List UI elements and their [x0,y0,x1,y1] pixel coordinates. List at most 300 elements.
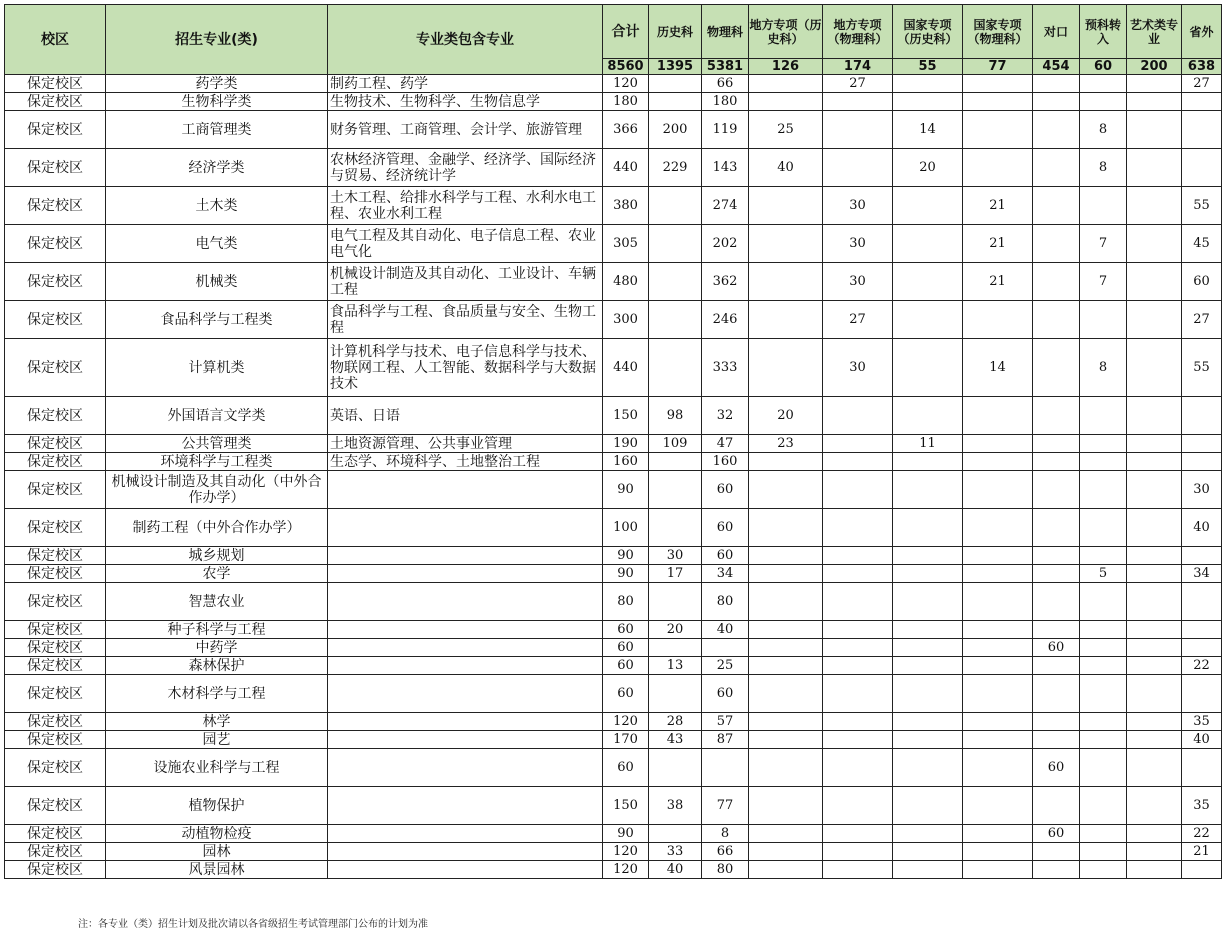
cell-included-majors [328,749,603,787]
cell-major: 农学 [106,565,328,583]
cell-preparatory [1080,843,1127,861]
cell-national-physics [963,397,1033,435]
cell-total: 440 [603,339,649,397]
cell-physics: 80 [702,861,749,879]
cell-campus: 保定校区 [5,749,106,787]
cell-national-physics [963,639,1033,657]
cell-history: 13 [649,657,702,675]
cell-physics: 77 [702,787,749,825]
cell-local-physics [823,565,893,583]
cell-major: 智慧农业 [106,583,328,621]
cell-arts [1127,397,1182,435]
cell-local-history [749,657,823,675]
cell-history: 109 [649,435,702,453]
cell-out-of-province [1182,93,1222,111]
cell-included-majors [328,787,603,825]
cell-arts [1127,565,1182,583]
cell-major: 设施农业科学与工程 [106,749,328,787]
cell-national-history [893,263,963,301]
cell-physics [702,749,749,787]
cell-national-history [893,749,963,787]
cell-preparatory: 7 [1080,263,1127,301]
cell-local-history [749,225,823,263]
cell-local-history [749,471,823,509]
cell-campus: 保定校区 [5,825,106,843]
cell-out-of-province [1182,749,1222,787]
cell-local-history [749,565,823,583]
header-total: 合计 [603,5,649,59]
header-preparatory: 预科转入 [1080,5,1127,59]
cell-history [649,93,702,111]
header-local-physics: 地方专项（物理科） [823,5,893,59]
cell-physics: 246 [702,301,749,339]
cell-duikou [1033,621,1080,639]
cell-national-history [893,787,963,825]
cell-national-physics [963,713,1033,731]
table-row [5,471,1222,509]
cell-physics: 119 [702,111,749,149]
cell-duikou [1033,787,1080,825]
cell-duikou [1033,301,1080,339]
cell-local-physics [823,453,893,471]
cell-included-majors: 计算机科学与技术、电子信息科学与技术、物联网工程、人工智能、数据科学与大数据技术 [328,339,603,397]
cell-major: 风景园林 [106,861,328,879]
table-row [5,339,1222,397]
enrollment-plan-table [4,4,1222,879]
cell-campus: 保定校区 [5,843,106,861]
cell-national-history [893,861,963,879]
cell-out-of-province: 30 [1182,471,1222,509]
cell-major: 工商管理类 [106,111,328,149]
cell-local-physics [823,583,893,621]
cell-arts [1127,301,1182,339]
cell-local-history [749,583,823,621]
header-arts: 艺术类专业 [1127,5,1182,59]
table-row [5,639,1222,657]
cell-major: 园林 [106,843,328,861]
cell-preparatory [1080,749,1127,787]
total-national-physics: 77 [963,59,1033,75]
cell-history [649,225,702,263]
cell-total: 170 [603,731,649,749]
cell-total: 160 [603,453,649,471]
cell-local-history: 25 [749,111,823,149]
cell-local-history [749,75,823,93]
cell-major: 中药学 [106,639,328,657]
cell-preparatory: 8 [1080,111,1127,149]
cell-local-physics [823,621,893,639]
cell-major: 环境科学与工程类 [106,453,328,471]
cell-arts [1127,787,1182,825]
cell-campus: 保定校区 [5,639,106,657]
table-row [5,787,1222,825]
table-row [5,453,1222,471]
cell-national-history [893,825,963,843]
cell-campus: 保定校区 [5,547,106,565]
cell-out-of-province [1182,639,1222,657]
cell-out-of-province: 27 [1182,75,1222,93]
cell-preparatory: 8 [1080,149,1127,187]
cell-major: 木材科学与工程 [106,675,328,713]
cell-local-physics [823,509,893,547]
cell-campus: 保定校区 [5,339,106,397]
cell-national-physics [963,471,1033,509]
cell-major: 电气类 [106,225,328,263]
cell-included-majors [328,731,603,749]
cell-campus: 保定校区 [5,713,106,731]
cell-local-physics [823,471,893,509]
cell-history [649,339,702,397]
header-national-history: 国家专项（历史科） [893,5,963,59]
cell-major: 公共管理类 [106,435,328,453]
cell-campus: 保定校区 [5,471,106,509]
table-row [5,75,1222,93]
header-national-physics: 国家专项（物理科） [963,5,1033,59]
cell-local-history [749,453,823,471]
cell-major: 药学类 [106,75,328,93]
cell-duikou: 60 [1033,825,1080,843]
cell-major: 制药工程（中外合作办学） [106,509,328,547]
cell-included-majors: 土木工程、给排水科学与工程、水利水电工程、农业水利工程 [328,187,603,225]
cell-total: 60 [603,657,649,675]
cell-local-history: 20 [749,397,823,435]
cell-duikou [1033,565,1080,583]
cell-history [649,825,702,843]
cell-duikou [1033,435,1080,453]
cell-preparatory: 7 [1080,225,1127,263]
cell-preparatory [1080,93,1127,111]
cell-national-physics [963,787,1033,825]
cell-preparatory [1080,301,1127,339]
cell-local-history [749,843,823,861]
header-major: 招生专业(类) [106,5,328,75]
table-row [5,843,1222,861]
cell-local-history [749,621,823,639]
cell-national-physics: 21 [963,263,1033,301]
cell-local-history [749,263,823,301]
cell-national-physics [963,861,1033,879]
cell-preparatory [1080,187,1127,225]
cell-campus: 保定校区 [5,565,106,583]
cell-preparatory: 5 [1080,565,1127,583]
cell-arts [1127,843,1182,861]
cell-arts [1127,825,1182,843]
cell-local-history [749,93,823,111]
cell-campus: 保定校区 [5,75,106,93]
cell-history [649,471,702,509]
cell-out-of-province: 40 [1182,509,1222,547]
cell-local-physics [823,639,893,657]
cell-national-history [893,547,963,565]
cell-local-history [749,509,823,547]
cell-total: 150 [603,787,649,825]
cell-included-majors [328,547,603,565]
cell-national-physics [963,675,1033,713]
cell-preparatory [1080,547,1127,565]
cell-local-history: 23 [749,435,823,453]
cell-physics [702,639,749,657]
cell-out-of-province [1182,149,1222,187]
cell-out-of-province: 45 [1182,225,1222,263]
cell-preparatory [1080,639,1127,657]
cell-duikou [1033,471,1080,509]
cell-national-physics [963,509,1033,547]
cell-included-majors [328,675,603,713]
cell-arts [1127,675,1182,713]
cell-included-majors: 英语、日语 [328,397,603,435]
cell-major: 食品科学与工程类 [106,301,328,339]
cell-history [649,453,702,471]
cell-national-physics [963,111,1033,149]
table-row [5,675,1222,713]
cell-duikou [1033,397,1080,435]
footnote: 注：各专业（类）招生计划及批次请以各省级招生考试管理部门公布的计划为准 [78,919,428,930]
cell-physics: 60 [702,675,749,713]
cell-duikou [1033,225,1080,263]
cell-duikou [1033,861,1080,879]
cell-out-of-province [1182,675,1222,713]
cell-physics: 202 [702,225,749,263]
cell-national-physics: 21 [963,225,1033,263]
cell-major: 林学 [106,713,328,731]
cell-major: 森林保护 [106,657,328,675]
cell-local-physics [823,111,893,149]
cell-history: 33 [649,843,702,861]
cell-campus: 保定校区 [5,263,106,301]
cell-total: 380 [603,187,649,225]
cell-local-physics [823,861,893,879]
cell-out-of-province: 35 [1182,713,1222,731]
table-row [5,93,1222,111]
cell-duikou [1033,843,1080,861]
cell-arts [1127,111,1182,149]
cell-preparatory: 8 [1080,339,1127,397]
cell-major: 机械设计制造及其自动化（中外合作办学） [106,471,328,509]
cell-physics: 34 [702,565,749,583]
cell-physics: 32 [702,397,749,435]
cell-history [649,675,702,713]
cell-duikou [1033,149,1080,187]
cell-preparatory [1080,861,1127,879]
table-row [5,111,1222,149]
cell-local-physics: 27 [823,75,893,93]
cell-national-physics [963,621,1033,639]
cell-preparatory [1080,75,1127,93]
table-row [5,435,1222,453]
cell-national-physics [963,301,1033,339]
cell-duikou [1033,93,1080,111]
cell-history [649,301,702,339]
cell-history: 98 [649,397,702,435]
cell-duikou [1033,713,1080,731]
cell-national-history [893,93,963,111]
cell-local-physics: 27 [823,301,893,339]
cell-history [649,263,702,301]
cell-national-physics: 14 [963,339,1033,397]
cell-local-physics [823,675,893,713]
cell-campus: 保定校区 [5,301,106,339]
cell-included-majors: 制药工程、药学 [328,75,603,93]
cell-local-history [749,787,823,825]
cell-national-history: 20 [893,149,963,187]
cell-local-history [749,825,823,843]
cell-national-history [893,339,963,397]
total-arts: 200 [1127,59,1182,75]
cell-total: 100 [603,509,649,547]
cell-out-of-province [1182,583,1222,621]
cell-arts [1127,453,1182,471]
cell-local-physics [823,713,893,731]
cell-campus: 保定校区 [5,225,106,263]
cell-local-physics: 30 [823,187,893,225]
cell-preparatory [1080,713,1127,731]
cell-out-of-province: 55 [1182,339,1222,397]
cell-total: 180 [603,93,649,111]
cell-duikou [1033,509,1080,547]
cell-out-of-province [1182,111,1222,149]
cell-included-majors: 生物技术、生物科学、生物信息学 [328,93,603,111]
cell-major: 生物科学类 [106,93,328,111]
cell-arts [1127,547,1182,565]
cell-physics: 143 [702,149,749,187]
cell-out-of-province [1182,453,1222,471]
cell-campus: 保定校区 [5,787,106,825]
header-out-of-province: 省外 [1182,5,1222,59]
cell-national-physics [963,547,1033,565]
table-row [5,301,1222,339]
cell-included-majors [328,639,603,657]
cell-national-history [893,565,963,583]
cell-campus: 保定校区 [5,861,106,879]
cell-preparatory [1080,509,1127,547]
cell-total: 190 [603,435,649,453]
cell-physics: 8 [702,825,749,843]
cell-included-majors: 农林经济管理、金融学、经济学、国际经济与贸易、经济统计学 [328,149,603,187]
cell-physics: 333 [702,339,749,397]
table-row [5,861,1222,879]
cell-physics: 25 [702,657,749,675]
cell-history: 20 [649,621,702,639]
cell-included-majors [328,843,603,861]
table-row [5,621,1222,639]
cell-national-physics: 21 [963,187,1033,225]
cell-preparatory [1080,825,1127,843]
cell-local-physics [823,657,893,675]
cell-total: 480 [603,263,649,301]
cell-total: 60 [603,621,649,639]
cell-local-history [749,339,823,397]
cell-duikou: 60 [1033,749,1080,787]
cell-history: 40 [649,861,702,879]
cell-campus: 保定校区 [5,93,106,111]
cell-physics: 160 [702,453,749,471]
cell-local-history: 40 [749,149,823,187]
cell-local-physics [823,825,893,843]
cell-included-majors: 土地资源管理、公共事业管理 [328,435,603,453]
cell-included-majors [328,583,603,621]
cell-national-history: 14 [893,111,963,149]
total-physics: 5381 [702,59,749,75]
cell-physics: 47 [702,435,749,453]
cell-arts [1127,339,1182,397]
cell-arts [1127,657,1182,675]
cell-out-of-province [1182,621,1222,639]
cell-duikou [1033,111,1080,149]
cell-major: 种子科学与工程 [106,621,328,639]
cell-local-physics [823,749,893,787]
cell-included-majors: 生态学、环境科学、土地整治工程 [328,453,603,471]
cell-total: 440 [603,149,649,187]
cell-total: 120 [603,713,649,731]
cell-national-history [893,843,963,861]
cell-national-physics [963,435,1033,453]
cell-campus: 保定校区 [5,621,106,639]
cell-campus: 保定校区 [5,675,106,713]
cell-out-of-province: 35 [1182,787,1222,825]
cell-campus: 保定校区 [5,149,106,187]
cell-total: 90 [603,825,649,843]
table-row [5,731,1222,749]
cell-duikou [1033,339,1080,397]
cell-total: 90 [603,547,649,565]
cell-history: 30 [649,547,702,565]
cell-duikou [1033,453,1080,471]
cell-included-majors [328,471,603,509]
cell-total: 305 [603,225,649,263]
cell-total: 60 [603,639,649,657]
cell-national-history [893,397,963,435]
cell-local-physics [823,731,893,749]
cell-physics: 40 [702,621,749,639]
cell-history [649,749,702,787]
cell-local-history [749,187,823,225]
cell-national-history [893,225,963,263]
cell-national-history [893,75,963,93]
cell-physics: 60 [702,471,749,509]
cell-total: 120 [603,861,649,879]
cell-national-physics [963,583,1033,621]
cell-out-of-province [1182,435,1222,453]
cell-local-history [749,675,823,713]
cell-preparatory [1080,787,1127,825]
cell-preparatory [1080,583,1127,621]
cell-arts [1127,187,1182,225]
cell-local-physics: 30 [823,263,893,301]
cell-local-history [749,713,823,731]
cell-campus: 保定校区 [5,111,106,149]
cell-local-physics: 30 [823,225,893,263]
cell-major: 经济学类 [106,149,328,187]
cell-total: 120 [603,843,649,861]
cell-history [649,509,702,547]
cell-national-history [893,453,963,471]
cell-preparatory [1080,397,1127,435]
cell-included-majors [328,713,603,731]
cell-duikou [1033,263,1080,301]
header-local-history: 地方专项（历史科） [749,5,823,59]
cell-physics: 87 [702,731,749,749]
cell-duikou [1033,75,1080,93]
cell-duikou [1033,675,1080,713]
cell-national-history [893,657,963,675]
cell-included-majors [328,509,603,547]
total-preparatory: 60 [1080,59,1127,75]
cell-history [649,75,702,93]
cell-local-history [749,731,823,749]
cell-out-of-province: 27 [1182,301,1222,339]
cell-out-of-province [1182,397,1222,435]
cell-arts [1127,435,1182,453]
